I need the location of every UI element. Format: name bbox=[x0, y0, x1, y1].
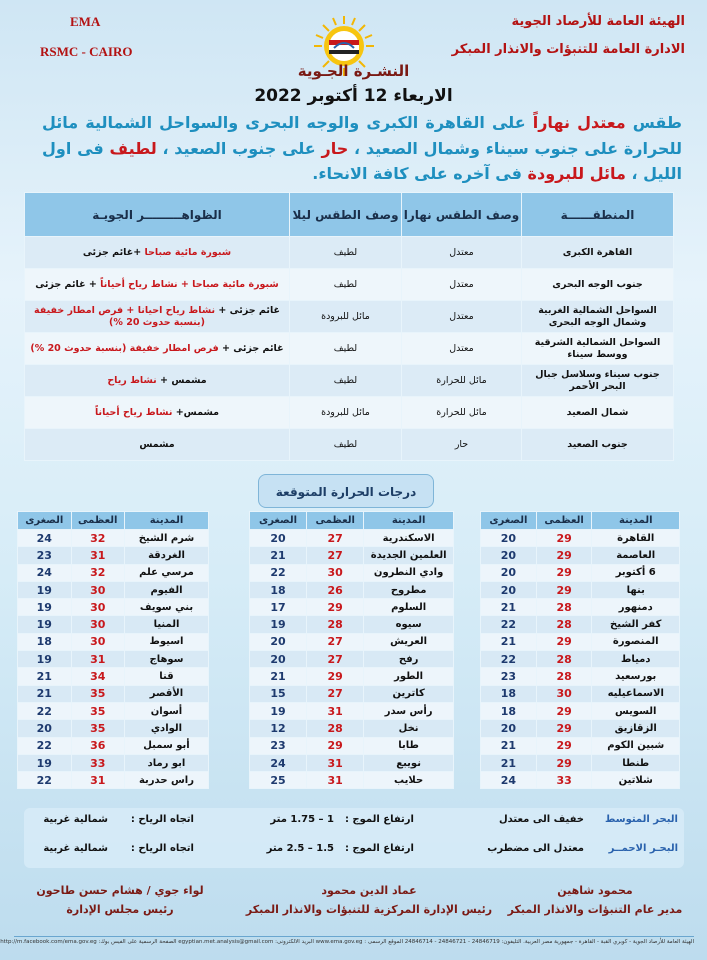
min-temp-cell: 20 bbox=[481, 581, 537, 598]
max-temp-cell: 28 bbox=[536, 668, 592, 685]
city-cell: طنطا bbox=[592, 754, 680, 771]
max-temp-cell: 29 bbox=[536, 564, 592, 581]
signature-central-admin-head bbox=[244, 884, 494, 916]
phenomena-cell bbox=[25, 429, 290, 461]
city-cell: الفيوم bbox=[124, 581, 208, 598]
night-weather-cell: لطيف bbox=[290, 269, 402, 301]
phenomena-text: مشمس bbox=[139, 438, 175, 450]
city-cell: الغردقة bbox=[124, 547, 208, 564]
forecast-row bbox=[25, 365, 674, 397]
day-weather-cell: معتدل bbox=[402, 237, 522, 269]
temperature-row bbox=[18, 633, 209, 650]
forecast-row bbox=[25, 333, 674, 365]
header-min: الصغرى bbox=[250, 512, 307, 530]
temperature-row bbox=[481, 668, 680, 685]
max-temp-cell: 35 bbox=[71, 702, 124, 719]
temperature-row bbox=[18, 530, 209, 547]
summary-text: فى اول الليل ، bbox=[42, 138, 682, 184]
phenomena-text: شبورة مائية صباحا bbox=[144, 246, 232, 258]
max-temp-cell: 35 bbox=[71, 685, 124, 702]
min-temp-cell: 19 bbox=[18, 581, 72, 598]
city-cell: العلمين الجديدة bbox=[364, 547, 454, 564]
max-temp-cell: 29 bbox=[536, 720, 592, 737]
header-max: العظمى bbox=[71, 512, 124, 530]
day-weather-cell: معتدل bbox=[402, 301, 522, 333]
min-temp-cell: 24 bbox=[481, 772, 537, 789]
header-max: العظمى bbox=[536, 512, 592, 530]
footer-contact: الهيئة العامة للأرصاد الجوية - كوبري القبة - القاهرة - جمهورية مصر العربية. التليفون: 24846719 - 24846721 - 24846714 الموقع الرسمى : www.ema.gov.eg البريد الالكترونى: egyptian.met.analysis@gmail.com الصفحة الرسمية على الفيس بوك: http://m.facebook.com/ema.gov.eg bbox=[14, 936, 694, 945]
max-temp-cell: 27 bbox=[307, 547, 364, 564]
phenomena-cell bbox=[25, 237, 290, 269]
city-cell: رأس سدر bbox=[364, 702, 454, 719]
min-temp-cell: 20 bbox=[481, 564, 537, 581]
phenomena-cell bbox=[25, 397, 290, 429]
summary-text: فى آخره على كافة الانحاء. bbox=[312, 164, 528, 184]
max-temp-cell: 29 bbox=[536, 633, 592, 650]
city-cell: أسوان bbox=[124, 702, 208, 719]
authority-name: الهيئة العامة للأرصاد الجوية bbox=[511, 14, 685, 29]
wind-label: اتجاه الرياح : bbox=[130, 843, 194, 854]
wave-label: ارتفاع الموج : bbox=[344, 843, 414, 854]
city-cell: سوهاج bbox=[124, 651, 208, 668]
phenomena-text: مشمس+ bbox=[172, 406, 220, 418]
bulletin-date: الاربعاء 12 أكتوبر 2022 bbox=[254, 86, 453, 106]
forecast-row bbox=[25, 301, 674, 333]
min-temp-cell: 20 bbox=[250, 633, 307, 650]
max-temp-cell: 31 bbox=[71, 772, 124, 789]
temperature-row bbox=[250, 772, 454, 789]
mediterranean-state: خفيف الى معتدل bbox=[498, 814, 584, 825]
max-temp-cell: 31 bbox=[307, 702, 364, 719]
max-temp-cell: 33 bbox=[71, 754, 124, 771]
max-temp-cell: 28 bbox=[536, 651, 592, 668]
max-temp-cell: 32 bbox=[71, 564, 124, 581]
day-weather-cell: حار bbox=[402, 429, 522, 461]
min-temp-cell: 21 bbox=[481, 754, 537, 771]
day-weather-cell: معتدل bbox=[402, 269, 522, 301]
city-cell: راس حدربة bbox=[124, 772, 208, 789]
phenomena-text: غائم جزئى + bbox=[218, 342, 284, 354]
max-temp-cell: 27 bbox=[307, 651, 364, 668]
summary-highlight: معتدل نهاراً bbox=[532, 113, 626, 132]
city-cell: نويبع bbox=[364, 754, 454, 771]
header-city: المدينة bbox=[592, 512, 680, 530]
max-temp-cell: 33 bbox=[536, 772, 592, 789]
city-cell: قنا bbox=[124, 668, 208, 685]
temperature-header-row bbox=[481, 512, 680, 530]
header-max: العظمى bbox=[307, 512, 364, 530]
summary-highlight: مائل للبرودة bbox=[527, 164, 626, 184]
city-cell: اسيوط bbox=[124, 633, 208, 650]
city-cell: الاسماعيليه bbox=[592, 685, 680, 702]
phenomena-cell bbox=[25, 269, 290, 301]
header-min: الصغرى bbox=[18, 512, 72, 530]
header-night: وصف الطقس ليلا bbox=[290, 193, 402, 237]
city-cell: شبين الكوم bbox=[592, 737, 680, 754]
temperature-header-row bbox=[18, 512, 209, 530]
min-temp-cell: 22 bbox=[18, 772, 72, 789]
city-cell: المنصورة bbox=[592, 633, 680, 650]
phenomena-text: غائم جزئى + bbox=[215, 304, 280, 316]
phenomena-text: شبورة مائية صباحا + نشاط رياح أحياناً bbox=[100, 278, 279, 290]
temperature-row bbox=[18, 581, 209, 598]
min-temp-cell: 21 bbox=[18, 685, 72, 702]
day-weather-cell: مائل للحرارة bbox=[402, 365, 522, 397]
max-temp-cell: 29 bbox=[536, 737, 592, 754]
signature-name: عماد الدين محمود bbox=[321, 884, 417, 897]
max-temp-cell: 28 bbox=[307, 720, 364, 737]
region-cell: السواحل الشمالية الشرقية ووسط سيناء bbox=[522, 333, 674, 365]
min-temp-cell: 20 bbox=[250, 530, 307, 547]
temperature-row bbox=[481, 720, 680, 737]
city-cell: الوادي bbox=[124, 720, 208, 737]
mediterranean-wave: 1 – 1.75 متر bbox=[270, 814, 334, 825]
signature-chairman bbox=[20, 884, 220, 916]
night-weather-cell: لطيف bbox=[290, 237, 402, 269]
city-cell: بني سويف bbox=[124, 599, 208, 616]
phenomena-text: نشاط رياح أحياناً bbox=[94, 406, 173, 418]
max-temp-cell: 30 bbox=[71, 581, 124, 598]
red-sea-row bbox=[24, 843, 684, 865]
min-temp-cell: 22 bbox=[18, 702, 72, 719]
temperature-row bbox=[481, 685, 680, 702]
day-weather-cell: مائل للحرارة bbox=[402, 397, 522, 429]
min-temp-cell: 19 bbox=[250, 616, 307, 633]
min-temp-cell: 24 bbox=[18, 530, 72, 547]
temperatures-title: درجات الحرارة المتوقعة bbox=[258, 474, 434, 508]
min-temp-cell: 19 bbox=[18, 599, 72, 616]
min-temp-cell: 17 bbox=[250, 599, 307, 616]
city-cell: أبو سمبل bbox=[124, 737, 208, 754]
temperature-row bbox=[250, 633, 454, 650]
header-city: المدينة bbox=[364, 512, 454, 530]
city-cell: حلايب bbox=[364, 772, 454, 789]
max-temp-cell: 32 bbox=[71, 530, 124, 547]
min-temp-cell: 23 bbox=[18, 547, 72, 564]
region-cell: السواحل الشمالية الغربية وشمال الوجه البحرى bbox=[522, 301, 674, 333]
min-temp-cell: 24 bbox=[250, 754, 307, 771]
temperature-row bbox=[250, 581, 454, 598]
city-cell: العاصمة bbox=[592, 547, 680, 564]
min-temp-cell: 18 bbox=[250, 581, 307, 598]
max-temp-cell: 31 bbox=[307, 754, 364, 771]
rsmc-label: RSMC - CAIRO bbox=[40, 44, 133, 59]
city-cell: الأقصر bbox=[124, 685, 208, 702]
city-cell: دمياط bbox=[592, 651, 680, 668]
temperature-row bbox=[481, 530, 680, 547]
wind-label: اتجاه الرياح : bbox=[130, 814, 194, 825]
min-temp-cell: 18 bbox=[18, 633, 72, 650]
signature-role: رئيس الإدارة المركزية للتنبؤات والانذار المبكر bbox=[245, 903, 493, 916]
header-region: المنطقــــــة bbox=[522, 193, 674, 237]
city-cell: السلوم bbox=[364, 599, 454, 616]
header-city: المدينة bbox=[124, 512, 208, 530]
phenomena-text: + غائم جزئى bbox=[35, 278, 101, 290]
max-temp-cell: 29 bbox=[536, 581, 592, 598]
mediterranean-wind: شمالية غربية bbox=[43, 814, 108, 825]
temperature-row bbox=[18, 685, 209, 702]
summary-highlight: حار bbox=[321, 138, 349, 158]
forecast-row bbox=[25, 269, 674, 301]
weather-summary bbox=[42, 110, 682, 187]
city-cell: بنها bbox=[592, 581, 680, 598]
city-cell: العريش bbox=[364, 633, 454, 650]
night-weather-cell: مائل للبرودة bbox=[290, 397, 402, 429]
min-temp-cell: 12 bbox=[250, 720, 307, 737]
city-cell: القاهرة bbox=[592, 530, 680, 547]
max-temp-cell: 28 bbox=[307, 616, 364, 633]
summary-highlight: لطيف bbox=[109, 138, 157, 158]
city-cell: مرسي علم bbox=[124, 564, 208, 581]
city-cell: كاترين bbox=[364, 685, 454, 702]
city-cell: المنيا bbox=[124, 616, 208, 633]
city-cell: الزقازيق bbox=[592, 720, 680, 737]
temperature-row bbox=[481, 581, 680, 598]
min-temp-cell: 20 bbox=[481, 530, 537, 547]
city-cell: السويس bbox=[592, 702, 680, 719]
temperature-row bbox=[481, 702, 680, 719]
city-cell: شرم الشيخ bbox=[124, 530, 208, 547]
max-temp-cell: 30 bbox=[71, 633, 124, 650]
city-cell: الاسكندرية bbox=[364, 530, 454, 547]
max-temp-cell: 27 bbox=[307, 685, 364, 702]
temperature-row bbox=[250, 668, 454, 685]
max-temp-cell: 35 bbox=[71, 720, 124, 737]
min-temp-cell: 20 bbox=[250, 651, 307, 668]
temperature-header-row bbox=[250, 512, 454, 530]
summary-text: على القاهرة الكبرى والوجه البحرى والسواحل الشمالية مائل للحرارة على جنوب سيناء وشمال الصعيد ، bbox=[42, 113, 683, 158]
max-temp-cell: 27 bbox=[307, 530, 364, 547]
max-temp-cell: 28 bbox=[536, 616, 592, 633]
regional-forecast-table bbox=[24, 192, 674, 461]
max-temp-cell: 29 bbox=[307, 599, 364, 616]
city-cell: دمنهور bbox=[592, 599, 680, 616]
red-sea-wind: شمالية غربية bbox=[43, 843, 108, 854]
min-temp-cell: 20 bbox=[481, 547, 537, 564]
city-cell: الطور bbox=[364, 668, 454, 685]
temperature-row bbox=[250, 754, 454, 771]
min-temp-cell: 21 bbox=[18, 668, 72, 685]
max-temp-cell: 29 bbox=[307, 668, 364, 685]
temperature-row bbox=[18, 616, 209, 633]
city-cell: 6 أكتوبر bbox=[592, 564, 680, 581]
max-temp-cell: 31 bbox=[307, 772, 364, 789]
bulletin-title: النشـرة الجـوية bbox=[297, 62, 410, 80]
max-temp-cell: 36 bbox=[71, 737, 124, 754]
red-sea-wave: 1.5 – 2.5 متر bbox=[266, 843, 334, 854]
min-temp-cell: 20 bbox=[481, 720, 537, 737]
phenomena-text: نشاط رياح احيانا + فرص امطار خفيفة (بنسبة حدوث 20 %) bbox=[34, 304, 216, 328]
min-temp-cell: 22 bbox=[481, 616, 537, 633]
min-temp-cell: 22 bbox=[18, 737, 72, 754]
temperature-row bbox=[250, 720, 454, 737]
temperature-row bbox=[250, 616, 454, 633]
min-temp-cell: 21 bbox=[481, 737, 537, 754]
min-temp-cell: 24 bbox=[18, 564, 72, 581]
signature-role: رئيس مجلس الإدارة bbox=[66, 903, 174, 916]
temperature-row bbox=[481, 564, 680, 581]
forecast-row bbox=[25, 397, 674, 429]
min-temp-cell: 21 bbox=[481, 599, 537, 616]
night-weather-cell: لطيف bbox=[290, 429, 402, 461]
sea-conditions bbox=[24, 808, 684, 868]
max-temp-cell: 31 bbox=[71, 547, 124, 564]
forecast-row bbox=[25, 237, 674, 269]
header-phenomena: الظواهـــــــــر الجويـة bbox=[25, 193, 290, 237]
region-cell: شمال الصعيد bbox=[522, 397, 674, 429]
max-temp-cell: 29 bbox=[536, 530, 592, 547]
temperature-row bbox=[18, 720, 209, 737]
mediterranean-label: البحر المتوسط bbox=[605, 814, 678, 825]
min-temp-cell: 19 bbox=[18, 616, 72, 633]
min-temp-cell: 19 bbox=[18, 754, 72, 771]
city-cell: ابو رماد bbox=[124, 754, 208, 771]
forecast-row bbox=[25, 429, 674, 461]
min-temp-cell: 23 bbox=[250, 737, 307, 754]
city-cell: بورسعيد bbox=[592, 668, 680, 685]
max-temp-cell: 29 bbox=[307, 737, 364, 754]
max-temp-cell: 30 bbox=[307, 564, 364, 581]
max-temp-cell: 30 bbox=[536, 685, 592, 702]
city-cell: مطروح bbox=[364, 581, 454, 598]
min-temp-cell: 18 bbox=[481, 702, 537, 719]
min-temp-cell: 19 bbox=[18, 651, 72, 668]
temperature-row bbox=[481, 651, 680, 668]
min-temp-cell: 21 bbox=[481, 633, 537, 650]
temperature-row bbox=[250, 685, 454, 702]
min-temp-cell: 25 bbox=[250, 772, 307, 789]
min-temp-cell: 22 bbox=[481, 651, 537, 668]
temperature-row bbox=[250, 530, 454, 547]
night-weather-cell: مائل للبرودة bbox=[290, 301, 402, 333]
city-cell: طابا bbox=[364, 737, 454, 754]
day-weather-cell: معتدل bbox=[402, 333, 522, 365]
city-cell: سيوه bbox=[364, 616, 454, 633]
temperature-row bbox=[481, 633, 680, 650]
city-cell: رفح bbox=[364, 651, 454, 668]
temperature-row bbox=[18, 737, 209, 754]
red-sea-label: البحـر الاحمــر bbox=[608, 843, 678, 854]
mediterranean-row bbox=[24, 814, 684, 836]
max-temp-cell: 27 bbox=[307, 633, 364, 650]
header-day: وصف الطقس نهارا bbox=[402, 193, 522, 237]
region-cell: جنوب سيناء وسلاسل جبال البحر الأحمر bbox=[522, 365, 674, 397]
temperature-row bbox=[18, 754, 209, 771]
city-cell: شلاتين bbox=[592, 772, 680, 789]
max-temp-cell: 31 bbox=[71, 651, 124, 668]
temperature-row bbox=[18, 547, 209, 564]
max-temp-cell: 34 bbox=[71, 668, 124, 685]
max-temp-cell: 28 bbox=[536, 599, 592, 616]
min-temp-cell: 18 bbox=[481, 685, 537, 702]
max-temp-cell: 29 bbox=[536, 754, 592, 771]
city-cell: كفر الشيخ bbox=[592, 616, 680, 633]
max-temp-cell: 29 bbox=[536, 547, 592, 564]
night-weather-cell: لطيف bbox=[290, 333, 402, 365]
temperature-table-right bbox=[480, 511, 680, 789]
min-temp-cell: 22 bbox=[250, 564, 307, 581]
signature-name: محمود شاهين bbox=[557, 884, 633, 897]
max-temp-cell: 29 bbox=[536, 702, 592, 719]
phenomena-text: +غائم جزئى bbox=[82, 246, 145, 258]
temperature-row bbox=[18, 564, 209, 581]
temperature-row bbox=[250, 737, 454, 754]
min-temp-cell: 21 bbox=[250, 668, 307, 685]
signature-name: لواء جوي / هشام حسن طاحون bbox=[36, 884, 204, 897]
temperature-row bbox=[250, 547, 454, 564]
temperature-row bbox=[481, 754, 680, 771]
temperature-row bbox=[250, 651, 454, 668]
signature-forecasting-director bbox=[500, 884, 690, 916]
min-temp-cell: 23 bbox=[481, 668, 537, 685]
max-temp-cell: 30 bbox=[71, 599, 124, 616]
red-sea-state: معتدل الى مضطرب bbox=[487, 843, 584, 854]
max-temp-cell: 30 bbox=[71, 616, 124, 633]
region-cell: جنوب الوجه البحرى bbox=[522, 269, 674, 301]
temperature-row bbox=[250, 599, 454, 616]
temperature-row bbox=[481, 616, 680, 633]
temperature-row bbox=[481, 599, 680, 616]
temperature-row bbox=[481, 772, 680, 789]
temperature-row bbox=[18, 772, 209, 789]
temperature-row bbox=[18, 668, 209, 685]
temperature-row bbox=[481, 737, 680, 754]
region-cell: جنوب الصعيد bbox=[522, 429, 674, 461]
wave-label: ارتفاع الموج : bbox=[344, 814, 414, 825]
temperature-row bbox=[18, 702, 209, 719]
max-temp-cell: 26 bbox=[307, 581, 364, 598]
summary-text: على جنوب الصعيد ، bbox=[156, 138, 322, 158]
temperature-row bbox=[18, 599, 209, 616]
phenomena-text: مشمس + bbox=[156, 374, 207, 386]
temperature-table-left bbox=[17, 511, 209, 789]
phenomena-cell bbox=[25, 365, 290, 397]
phenomena-cell bbox=[25, 333, 290, 365]
administration-name: الادارة العامة للتنبؤات والانذار المبكر bbox=[451, 42, 685, 57]
temperature-row bbox=[481, 547, 680, 564]
min-temp-cell: 15 bbox=[250, 685, 307, 702]
ema-label: EMA bbox=[70, 14, 101, 29]
temperature-row bbox=[18, 651, 209, 668]
min-temp-cell: 19 bbox=[250, 702, 307, 719]
temperature-row bbox=[250, 702, 454, 719]
temperature-table-middle bbox=[249, 511, 454, 789]
phenomena-cell bbox=[25, 301, 290, 333]
temperature-row bbox=[250, 564, 454, 581]
night-weather-cell: لطيف bbox=[290, 365, 402, 397]
min-temp-cell: 21 bbox=[250, 547, 307, 564]
signature-role: مدير عام التنبؤات والانذار المبكر bbox=[507, 903, 683, 916]
city-cell: وادي النطرون bbox=[364, 564, 454, 581]
min-temp-cell: 20 bbox=[18, 720, 72, 737]
phenomena-text: فرص امطار خفيفة (بنسبة حدوث 20 %) bbox=[30, 342, 219, 354]
city-cell: نخل bbox=[364, 720, 454, 737]
header-min: الصغرى bbox=[481, 512, 537, 530]
summary-text: طقس bbox=[625, 113, 682, 132]
region-cell: القاهرة الكبرى bbox=[522, 237, 674, 269]
phenomena-text: نشاط رياح bbox=[107, 374, 157, 386]
